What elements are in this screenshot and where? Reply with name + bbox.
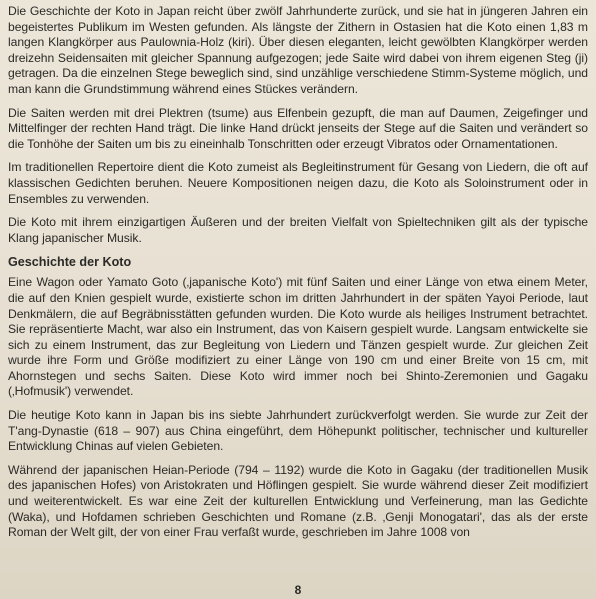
- paragraph-summary: Die Koto mit ihrem einzigartigen Äußeren und der breiten Vielfalt von Spieltechniken gilt als der typische Klang japanischer Musik.: [8, 215, 588, 245]
- page-number: 8: [294, 583, 302, 597]
- paragraph-tang-dynasty: Die heutige Koto kann in Japan bis ins siebte Jahrhundert zurückverfolgt werden. Sie wurde zur Zeit der T'ang-Dynastie (618 – 907) aus China eingeführt, dem Höhepunkt politischer, technischer und kultureller Entwicklung Chinas auf vielen Gebieten.: [8, 408, 588, 454]
- paragraph-repertoire: Im traditionellen Repertoire dient die Koto zumeist als Begleitinstrument für Gesang von Liedern, die oft auf klassischen Gedichten beruhen. Neuere Kompositionen neigen dazu, die Koto als Soloinstrument oder in Ensembles zu verwenden.: [8, 160, 588, 206]
- section-heading: Geschichte der Koto: [8, 255, 132, 270]
- paragraph-playing-technique: Die Saiten werden mit drei Plektren (tsume) aus Elfenbein gezupft, die man auf Daumen, Zeigefinger und Mittelfinger der rechten Hand trägt. Die linke Hand drückt jenseits der Stege auf die Saiten und verändert so die Tonhöhe der Saiten um bis zu eineinhalb Tonschritten oder erzeugt Vibratos oder Ornamentationen.: [8, 105, 588, 151]
- paragraph-heian-period: Während der japanischen Heian-Periode (794 – 1192) wurde die Koto in Gagaku (der traditionellen Musik des japanischen Hofes) von Aristokraten und Höflingen gespielt. Sie wurde während dieser Zeit modifiziert und weiterentwickelt. Es war eine Zeit der kulturellen Entwicklung und Verfeinerung, man las Gedichte (Waka), und Hofdamen schrieben Geschichten und Romane (z.B. ‚Genji Monogatari', das als der erste Roman der Welt gilt, der von einer Frau verfaßt wurde, geschrieben im Jahre 1008 von: [8, 462, 588, 540]
- paragraph-intro: Die Geschichte der Koto in Japan reicht über zwölf Jahrhunderte zurück, und sie hat in jüngeren Jahren ein begeistertes Publikum im Westen gefunden. Als längste der Zithern in Ostasien hat die Koto einen 1,83 m langen Klangkörper aus Paulownia-Holz (kiri). Über diesen eleganten, leicht gewölbten Klangkörper werden dreizehn Seidensaiten mit gleicher Spannung aufgezogen; jede Saite wird dabei von ihrem eigenen Steg (ji) getragen. Da die einzelnen Stege beweglich sind, sind unzählige verschiedene Stimm-Systeme möglich, und man kann die Grundstimmung während eines Stückes verändern.: [8, 4, 588, 96]
- paragraph-wagon: Eine Wagon oder Yamato Goto (‚japanische Koto') mit fünf Saiten und einer Länge von etwa einem Meter, die auf den Knien gespielt wurde, existierte schon im dritten Jahrhundert in der späten Yayoi Periode, laut Denkmälern, die auf Begräbnisstätten gefunden wurden. Die Koto wurde als heiliges Instrument betrachtet. Sie repräsentierte Macht, war also ein Instrument, das von Kaisern gespielt wurde. Langsam entwickelte sie sich zu einem Instrument, das zur Begleitung von Liedern und Tänzen gespielt wurde. Zur gleichen Zeit wurde ihre Form und Größe modifiziert zu einer Länge von 190 cm und einer Breite von 15 cm, mit Ahornstegen und sechs Saiten. Diese Koto wird immer noch bei Shinto-Zeremonien und Gagaku (‚Hofmusik') verwendet.: [8, 275, 588, 399]
